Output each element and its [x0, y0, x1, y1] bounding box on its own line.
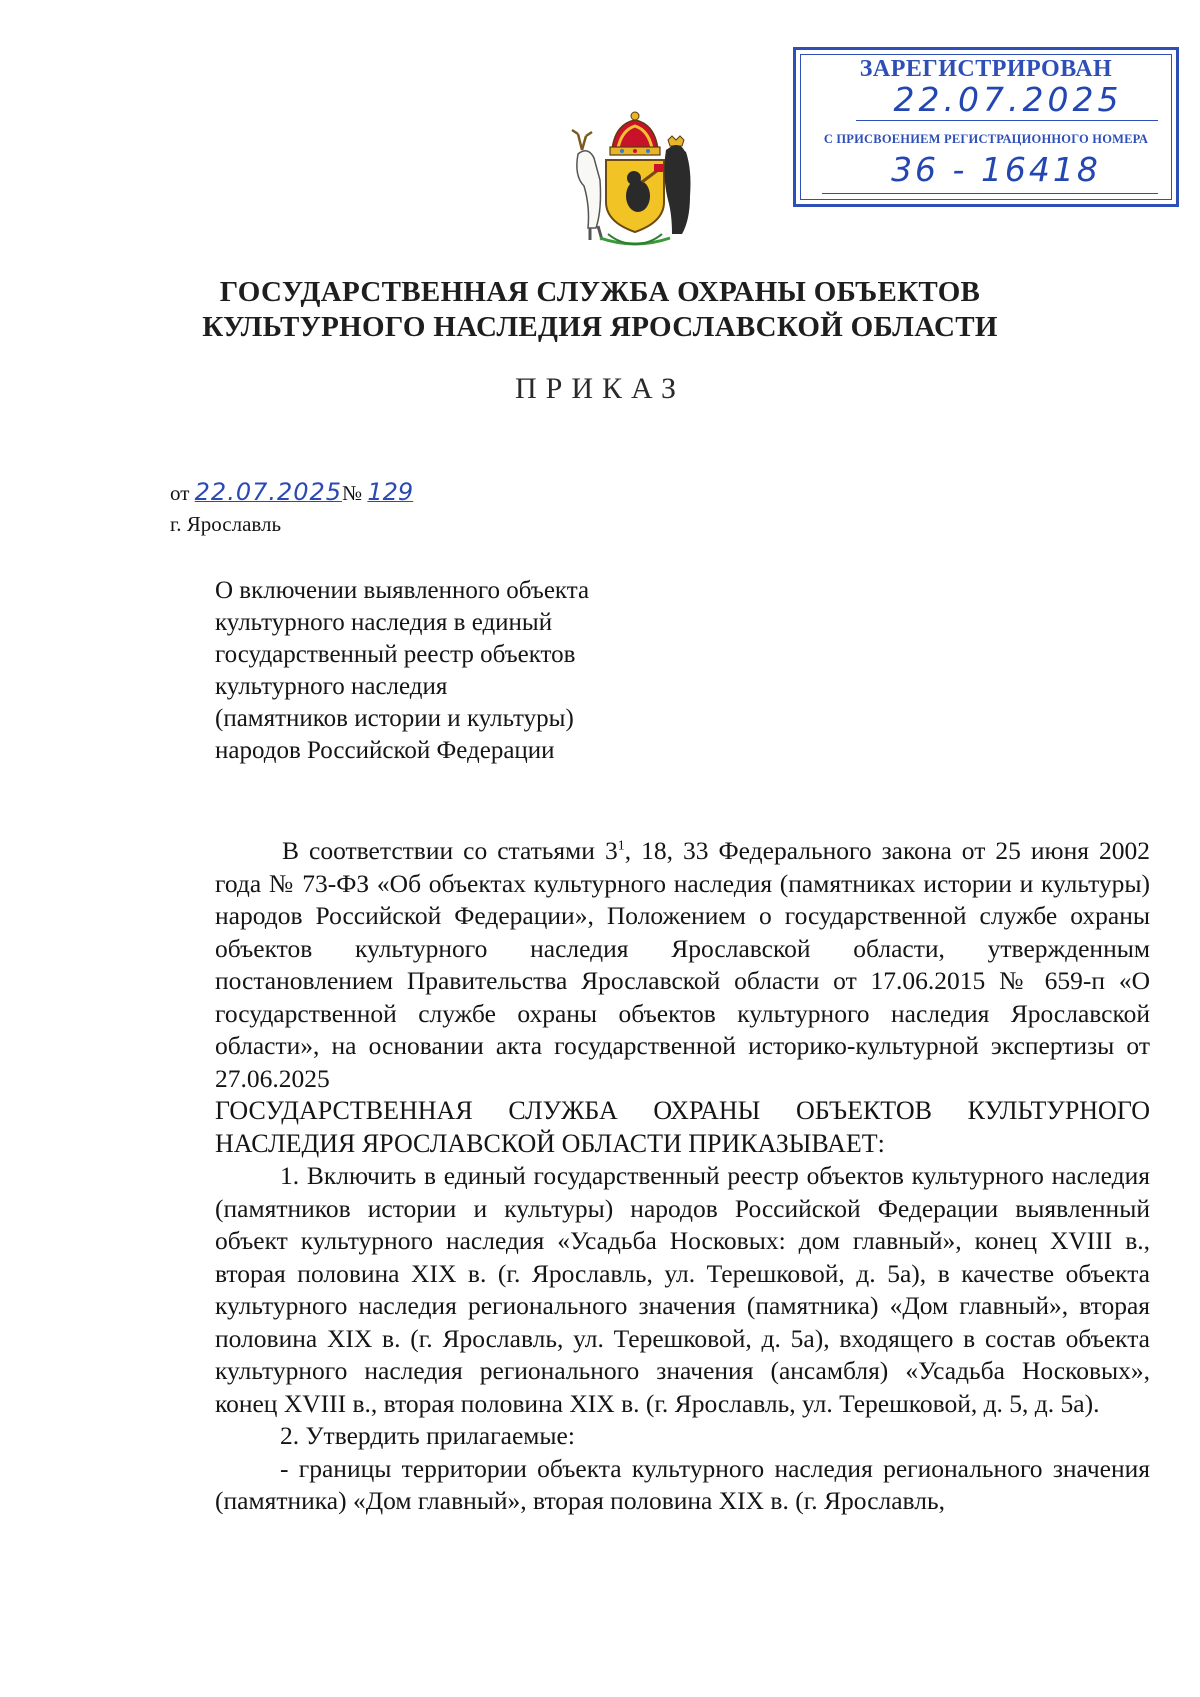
stamp-registration-date: 22.07.2025 — [893, 80, 1123, 119]
stamp-date-line — [856, 120, 1158, 121]
item-2-paragraph: 2. Утвердить прилагаемые: — [280, 1421, 575, 1450]
shield-icon — [606, 160, 664, 232]
bear-supporter-icon — [664, 136, 690, 234]
organization-header — [100, 275, 1100, 345]
stamp-subtitle: С ПРИСВОЕНИЕМ РЕГИСТРАЦИОННОГО НОМЕРА — [823, 132, 1149, 146]
subject-line: народов Российской Федерации — [215, 737, 555, 764]
order-subject — [215, 575, 735, 767]
order-city: г. Ярославль — [170, 512, 282, 536]
number-label: № — [342, 481, 363, 505]
order-number: 129 — [367, 478, 414, 506]
order-date: 22.07.2025 — [194, 478, 343, 506]
org-line-2: КУЛЬТУРНОГО НАСЛЕДИЯ ЯРОСЛАВСКОЙ ОБЛАСТИ — [202, 311, 998, 343]
preamble-superscript: 1 — [617, 838, 625, 854]
subject-line: культурного наследия — [215, 673, 448, 700]
item-1-paragraph: 1. Включить в единый государственный реестр объектов культурного наследия (памятников истории и культуры) народов Российской Федерации выявленный объект культурного наследия «Усадьба Носковых: дом главный», конец XVIII в., вторая половина XIX в. (г. Ярославль, ул. Терешковой, д. 5а), в качестве объекта культурного наследия регионального значения (памятника) «Дом главный», вторая половина XIX в. (г. Ярославль, ул. Терешковой, д. 5а), входящего в состав объекта культурного наследия регионального значения (ансамбля) «Усадьба Носковых», конец XVIII в., вторая половина XIX в. (г. Ярославль, ул. Терешковой, д. 5, д. 5а). — [215, 1161, 1150, 1418]
preamble-paragraph — [215, 835, 1150, 1095]
stamp-title: ЗАРЕГИСТРИРОВАН — [859, 56, 1113, 82]
registration-stamp — [793, 47, 1179, 207]
preamble-rest: , 18, 33 Федерального закона от 25 июня 2002 года № 73-ФЗ «Об объектах культурного наследия (памятниках истории и культуры) народов Российской Федерации», Положением о государственной службе охраны объектов культурного наследия Ярославской области, утвержденным постановлением Правительства Ярославской области от 17.06.2015 № 659-п «О государственной службе охраны объектов культурного наследия Ярославской области», на основании акта государственной историко-культурной экспертизы от 27.06.2025 — [215, 836, 1150, 1093]
from-label: от — [170, 481, 190, 505]
subject-line: (памятников истории и культуры) — [215, 705, 574, 732]
coat-of-arms-icon — [560, 110, 710, 250]
stamp-registration-number: 36 - 16418 — [891, 150, 1101, 189]
crown-icon — [610, 112, 660, 155]
subject-line: О включении выявленного объекта — [215, 577, 590, 604]
item-2-bullet: - границы территории объекта культурного наследия регионального значения (памятника) «Дом главный», вторая половина XIX в. (г. Ярославль, — [215, 1453, 1150, 1515]
org-line-1: ГОСУДАРСТВЕННАЯ СЛУЖБА ОХРАНЫ ОБЪЕКТОВ — [219, 276, 981, 308]
document-type: ПРИКАЗ — [515, 372, 685, 405]
preamble-start: В соответствии со статьями 3 — [282, 836, 618, 865]
subject-line: государственный реестр объектов — [215, 641, 576, 668]
order-body — [215, 835, 1150, 1518]
subject-line: культурного наследия в единый — [215, 609, 553, 636]
stamp-number-line — [822, 193, 1158, 194]
deer-supporter-icon — [572, 130, 602, 240]
order-date-line — [170, 478, 413, 506]
orders-statement: ГОСУДАРСТВЕННАЯ СЛУЖБА ОХРАНЫ ОБЪЕКТОВ КУЛЬТУРНОГО НАСЛЕДИЯ ЯРОСЛАВСКОЙ ОБЛАСТИ ПРИКАЗЫВАЕТ: — [215, 1096, 1150, 1158]
